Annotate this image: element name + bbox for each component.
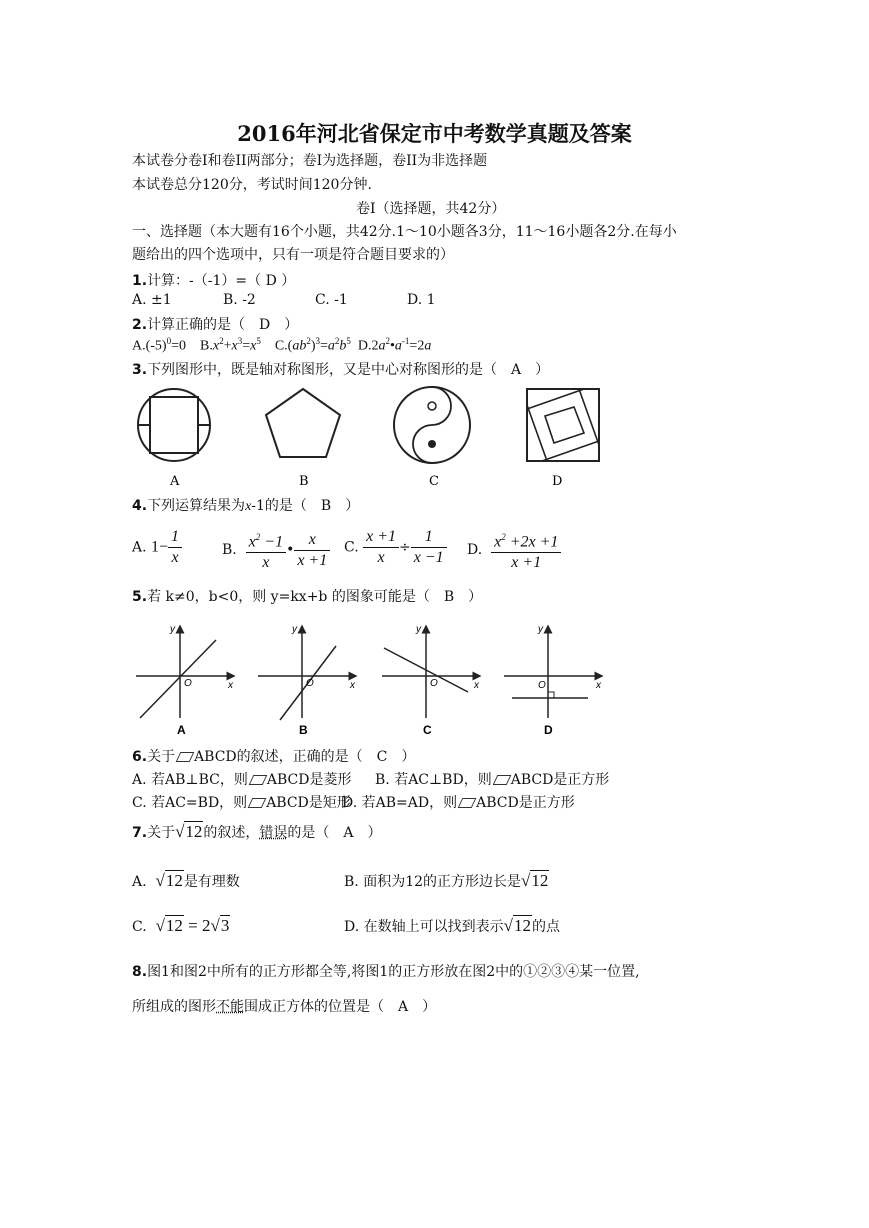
q3-label-c: C	[429, 474, 439, 489]
q3-figure-b	[266, 389, 340, 457]
svg-text:x: x	[350, 680, 355, 691]
q3-figures	[128, 385, 608, 490]
svg-text:y: y	[170, 624, 175, 635]
q7-option-b: B. 面积为12的正方形边长是√12	[344, 871, 549, 890]
svg-text:O: O	[430, 678, 438, 689]
q3-figure-a	[138, 389, 210, 461]
svg-text:x: x	[474, 680, 479, 691]
question-5: 5.若 k≠0，b<0，则 y=kx+b 的图象可能是（ B ）	[132, 589, 483, 605]
q1-option-d: D. 1	[407, 292, 436, 308]
question-8-line-2: 所组成的图形不能围成正方体的位置是（ A ）	[132, 999, 437, 1015]
q7-option-a: A. √12是有理数	[132, 871, 240, 890]
q5-label-a: A	[177, 723, 186, 737]
question-8: 8.图1和图2中所有的正方形都全等,将图1的正方形放在图2中的①②③④某一位置,	[132, 964, 640, 980]
q5-label-d: D	[544, 723, 553, 737]
svg-text:O: O	[538, 680, 546, 691]
intro-line-2: 本试卷总分120分，考试时间120分钟.	[132, 177, 372, 193]
q3-label-d: D	[552, 474, 563, 489]
q7-option-d: D. 在数轴上可以找到表示√12的点	[344, 916, 560, 935]
svg-text:x: x	[228, 680, 233, 691]
q3-figure-d	[527, 389, 599, 461]
q1-option-b: B. -2	[223, 292, 256, 308]
q7-option-c: C. √12 = 2√3	[132, 916, 230, 935]
q1-option-a: A. ±1	[132, 292, 172, 308]
q5-graphs	[130, 618, 610, 740]
svg-text:y: y	[538, 624, 543, 635]
parallelogram-icon	[249, 775, 268, 785]
question-1: 1.计算：-（-1）=（ D ）	[132, 273, 296, 289]
q5-graph-c	[382, 624, 480, 718]
q3-label-b: B	[299, 474, 309, 489]
q6-option-c: C. 若AC=BD，则 ABCD是矩形	[132, 795, 351, 811]
q2-options: $A.(-5)^0=0$ $B.x^2+x^3=x^5$ $C.(ab^2)^3=a^2b^5$ $D.2a^2•a^{-1}=2a$	[132, 336, 432, 354]
q6-option-a: A. 若AB⊥BC，则 ABCD是菱形	[132, 772, 352, 788]
q1-option-c: C. -1	[315, 292, 348, 308]
svg-text:x: x	[596, 680, 601, 691]
question-7: 7.关于√12的叙述，错误的是（ A ）	[132, 822, 382, 841]
q4-option-a: A. 1− $\frac{1}{x}$	[132, 527, 182, 568]
q6-option-d: D. 若AB=AD，则 ABCD是正方形	[342, 795, 575, 811]
question-6: 6.关于 ABCD的叙述，正确的是（ C ）	[132, 749, 416, 765]
question-4: 4.下列运算结果为x-1的是（ B ）	[132, 498, 360, 514]
page-title: 2016年河北省保定市中考数学真题及答案	[237, 121, 632, 146]
q5-label-c: C	[423, 723, 432, 737]
svg-text:O: O	[306, 678, 314, 689]
svg-text:O: O	[184, 678, 192, 689]
q4-option-c: C. $\frac{x +1}{x}$ ÷ $\frac{1}{x -1}$	[344, 527, 447, 568]
q5-graph-d	[504, 624, 602, 718]
svg-text:y: y	[292, 624, 297, 635]
intro-line-1: 本试卷分卷I和卷II两部分；卷I为选择题，卷II为非选择题	[132, 153, 488, 169]
q3-label-a: A	[170, 474, 180, 489]
parallelogram-icon	[176, 752, 195, 762]
q5-label-b: B	[299, 723, 308, 737]
question-3: 3.下列图形中，既是轴对称图形，又是中心对称图形的是（ A ）	[132, 362, 550, 378]
q5-graph-b	[258, 624, 356, 720]
parallelogram-icon	[492, 775, 511, 785]
section-heading: 卷I（选择题，共42分）	[356, 201, 506, 217]
parallelogram-icon	[458, 798, 477, 808]
q6-option-b: B. 若AC⊥BD，则 ABCD是正方形	[375, 772, 610, 788]
q4-option-b: B. $\frac{x^2 -1}{x}$ • $\frac{x}{x +1}$	[222, 527, 330, 573]
question-2: 2.计算正确的是（ D ）	[132, 317, 299, 333]
q3-figure-c	[394, 387, 470, 463]
instructions-line-1: 一、选择题（本大题有16个小题，共42分.1～10小题各3分，11～16小题各2分.在每小	[132, 224, 677, 240]
instructions-line-2: 题给出的四个选项中，只有一项是符合题目要求的）	[132, 247, 454, 263]
q4-option-d: D. $\frac{x^2 +2x +1}{x +1}$	[467, 527, 561, 573]
q5-graph-a	[136, 624, 234, 718]
svg-text:y: y	[416, 624, 421, 635]
parallelogram-icon	[248, 798, 267, 808]
